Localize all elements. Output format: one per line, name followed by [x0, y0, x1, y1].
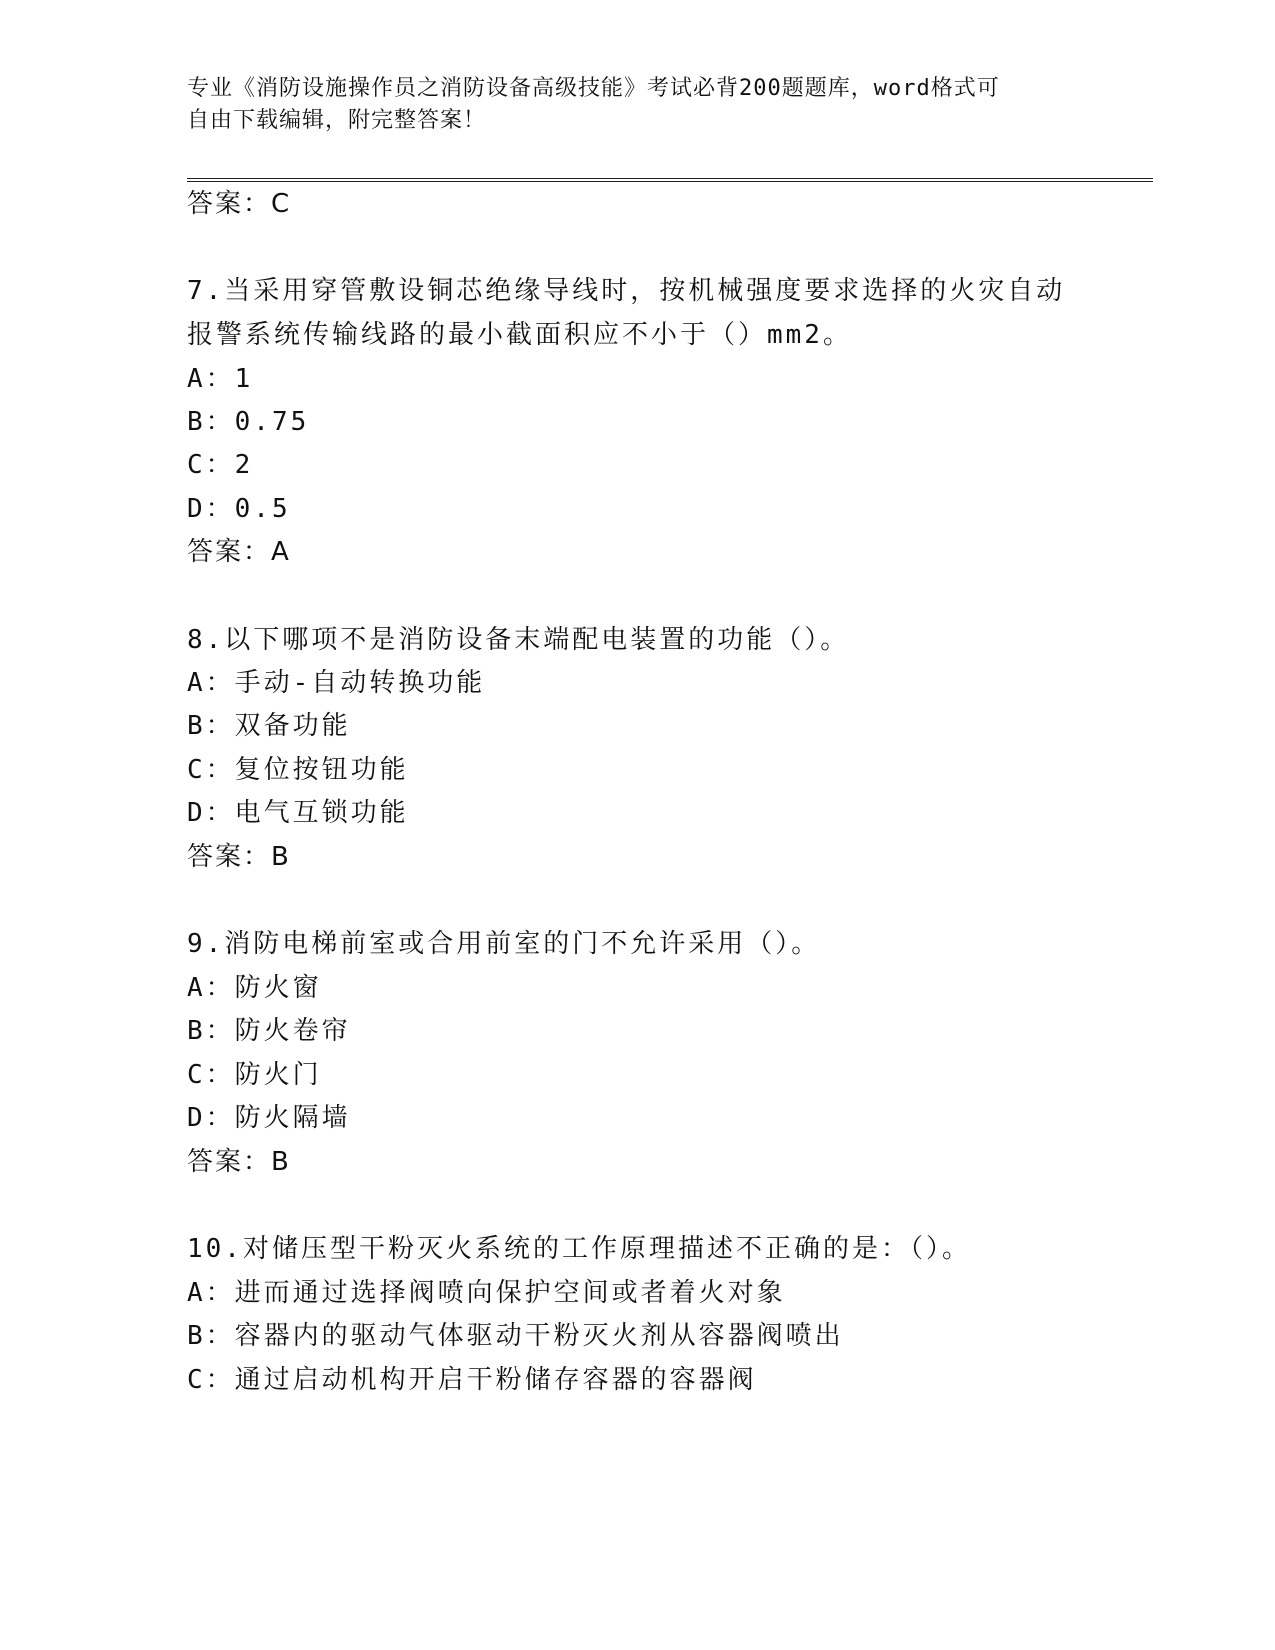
- question-8-stem: 8.以下哪项不是消防设备末端配电装置的功能（）。: [187, 625, 850, 655]
- question-10-option-c: C：通过启动机构开启干粉储存容器的容器阀: [187, 1365, 757, 1395]
- question-9-option-d: D：防火隔墙: [187, 1103, 351, 1133]
- question-7-answer: 答案：A: [187, 537, 291, 567]
- question-9-option-c: C：防火门: [187, 1060, 322, 1090]
- question-8-answer: 答案：B: [187, 842, 291, 872]
- question-7-option-b: B：0.75: [187, 407, 310, 437]
- question-7-stem-line-1: 7.当采用穿管敷设铜芯绝缘导线时，按机械强度要求选择的火灾自动: [187, 276, 1066, 306]
- question-9-option-a: A：防火窗: [187, 973, 322, 1003]
- question-8-option-c: C：复位按钮功能: [187, 755, 409, 785]
- question-9-option-b: B：防火卷帘: [187, 1016, 351, 1046]
- header-divider: [187, 178, 1153, 182]
- question-9-stem: 9.消防电梯前室或合用前室的门不允许采用（）。: [187, 929, 821, 959]
- header-line-2: 自由下载编辑，附完整答案！: [187, 108, 487, 133]
- question-10-option-b: B：容器内的驱动气体驱动干粉灭火剂从容器阀喷出: [187, 1321, 844, 1351]
- question-8-option-d: D：电气互锁功能: [187, 798, 409, 828]
- header-line-1: 专业《消防设施操作员之消防设备高级技能》考试必背200题题库，word格式可: [187, 76, 1000, 101]
- question-7-option-c: C：2: [187, 450, 254, 480]
- question-8-option-b: B：双备功能: [187, 711, 351, 741]
- answer-previous: 答案：C: [187, 189, 292, 219]
- question-7-stem-line-2: 报警系统传输线路的最小截面积应不小于（）mm2。: [187, 320, 852, 350]
- question-7-option-a: A：1: [187, 364, 254, 394]
- question-10-stem: 10.对储压型干粉灭火系统的工作原理描述不正确的是：（）。: [187, 1234, 971, 1264]
- question-7-option-d: D：0.5: [187, 494, 291, 524]
- question-10-option-a: A：进而通过选择阀喷向保护空间或者着火对象: [187, 1278, 786, 1308]
- question-8-option-a: A：手动-自动转换功能: [187, 668, 486, 698]
- question-9-answer: 答案：B: [187, 1147, 291, 1177]
- page-header: [187, 73, 1067, 137]
